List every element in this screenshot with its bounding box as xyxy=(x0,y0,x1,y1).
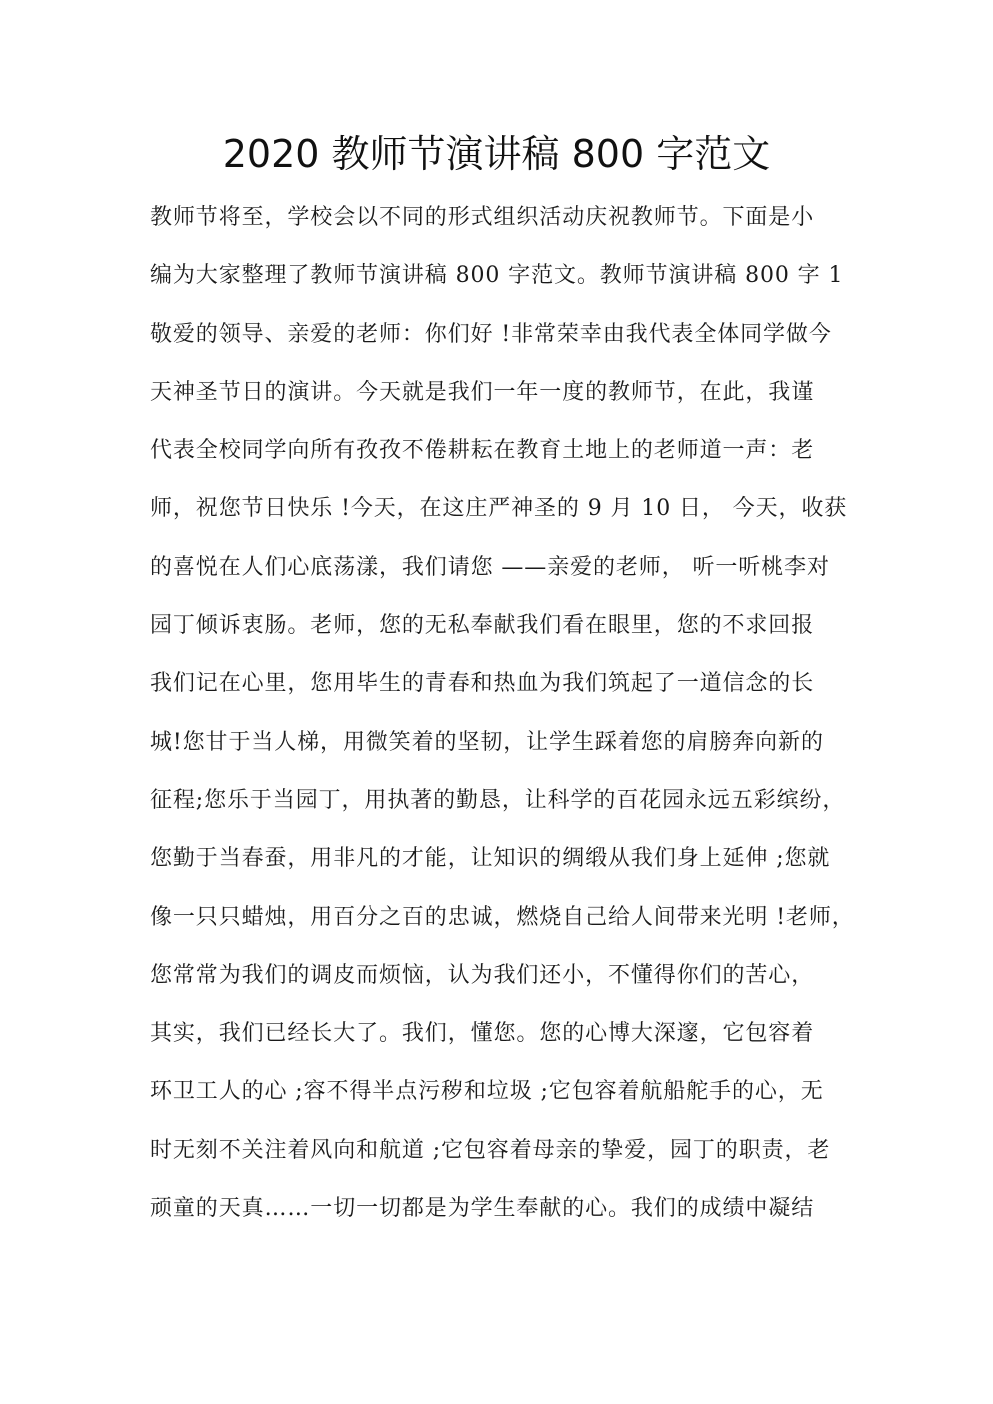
body-line: 您常常为我们的调皮而烦恼，认为我们还小，不懂得你们的苦心， xyxy=(150,962,815,988)
body-line: 征程;您乐于当园丁，用执著的勤恳，让科学的百花园永远五彩缤纷， xyxy=(150,787,846,813)
body-line: 时无刻不关注着风向和航道 ;它包容着母亲的挚爱，园丁的职责，老 xyxy=(150,1137,831,1163)
body-line: 教师节将至，学校会以不同的形式组织活动庆祝教师节。下面是小 xyxy=(150,205,815,230)
body-line: 环卫工人的心 ;容不得半点污秽和垃圾 ;它包容着航船舵手的心，无 xyxy=(150,1079,824,1105)
body-line: 您勤于当春蚕，用非凡的才能，让知识的绸缎从我们身上延伸 ;您就 xyxy=(150,846,831,872)
body-line: 天神圣节日的演讲。今天就是我们一年一度的教师节，在此，我谨 xyxy=(150,379,815,405)
body-line: 园丁倾诉衷肠。老师，您的无私奉献我们看在眼里，您的不求回报 xyxy=(150,613,815,639)
body-line: 城!您甘于当人梯，用微笑着的坚韧，让学生踩着您的肩膀奔向新的 xyxy=(150,729,824,755)
body-line: 敬爱的领导、亲爱的老师：你们好 !非常荣幸由我代表全体同学做今 xyxy=(150,321,832,347)
body-line: 我们记在心里，您用毕生的青春和热血为我们筑起了一道信念的长 xyxy=(150,671,815,697)
document-body xyxy=(150,196,860,1245)
body-line: 的喜悦在人们心底荡漾，我们请您 ——亲爱的老师， 听一听桃李对 xyxy=(150,554,830,580)
body-line: 代表全校同学向所有孜孜不倦耕耘在教育土地上的老师道一声：老 xyxy=(150,438,815,464)
body-line: 编为大家整理了教师节演讲稿 800 字范文。教师节演讲稿 800 字 1 xyxy=(150,263,844,289)
body-line: 像一只只蜡烛，用百分之百的忠诚，燃烧自己给人间带来光明 !老师， xyxy=(150,904,855,930)
body-line: 顽童的天真……一切一切都是为学生奉献的心。我们的成绩中凝结 xyxy=(150,1196,815,1222)
body-line: 师，祝您节日快乐 !今天，在这庄严神圣的 9 月 10 日， 今天，收获 xyxy=(150,496,848,522)
document-title: 2020 教师节演讲稿 800 字范文 xyxy=(222,132,771,176)
body-line: 其实，我们已经长大了。我们，懂您。您的心博大深邃，它包容着 xyxy=(150,1021,815,1047)
